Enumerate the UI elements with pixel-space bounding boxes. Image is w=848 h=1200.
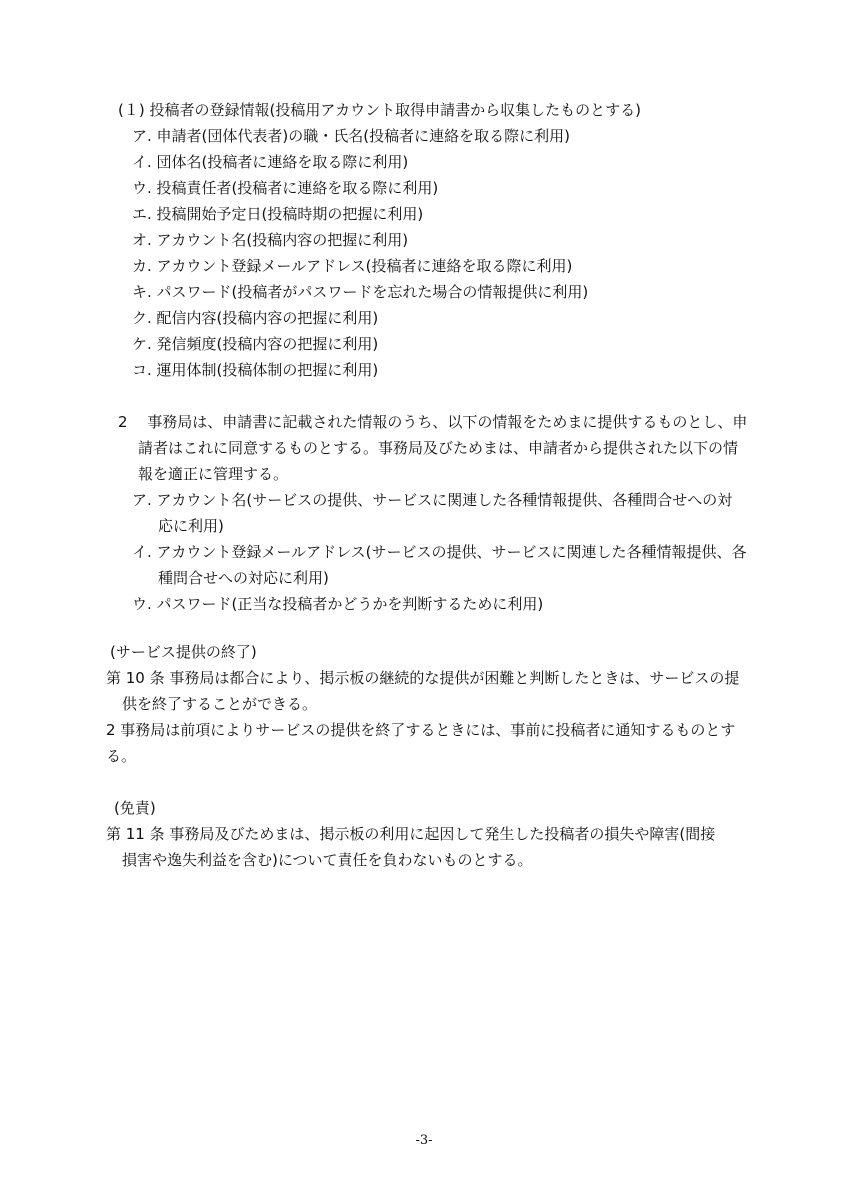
article-heading: (免責) bbox=[114, 799, 156, 817]
list-item: ア. アカウント名(サービスの提供、サービスに関連した各種情報提供、各種問合せへの対 bbox=[132, 491, 733, 509]
list-item: ク. 配信内容(投稿内容の把握に利用) bbox=[132, 309, 379, 327]
article-line: 2 事務局は前項によりサービスの提供を終了するときには、事前に投稿者に通知するものとす bbox=[106, 721, 736, 739]
list-item-continuation: 種問合せへの対応に利用) bbox=[158, 569, 329, 587]
list-item: コ. 運用体制(投稿体制の把握に利用) bbox=[132, 361, 379, 379]
article-line: 損害や逸失利益を含む)について責任を負わないものとする。 bbox=[122, 851, 533, 869]
list-item: エ. 投稿開始予定日(投稿時期の把握に利用) bbox=[132, 205, 424, 223]
article-line: 第 10 条 事務局は都合により、掲示板の継続的な提供が困難と判断したときは、サービスの提 bbox=[106, 669, 740, 687]
list-item: カ. アカウント登録メールアドレス(投稿者に連絡を取る際に利用) bbox=[132, 257, 573, 275]
list-item: ウ. 投稿責任者(投稿者に連絡を取る際に利用) bbox=[132, 179, 439, 197]
paragraph-line: 報を適正に管理する。 bbox=[138, 465, 289, 483]
article-line: る。 bbox=[106, 747, 137, 765]
article-line: 供を終了することができる。 bbox=[122, 695, 318, 713]
list-item: ウ. パスワード(正当な投稿者かどうかを判断するために利用) bbox=[132, 595, 544, 613]
paragraph-line: 請者はこれに同意するものとする。事務局及びためまは、申請者から提供された以下の情 bbox=[138, 439, 739, 457]
list-item: ケ. 発信頻度(投稿内容の把握に利用) bbox=[132, 335, 379, 353]
article-line: 第 11 条 事務局及びためまは、掲示板の利用に起因して発生した投稿者の損失や障害(間接 bbox=[106, 825, 716, 843]
page-number: -3- bbox=[415, 1133, 433, 1148]
paragraph-line: 2 事務局は、申請書に記載された情報のうち、以下の情報をためまに提供するものとし、申 bbox=[118, 413, 748, 431]
list-item: イ. アカウント登録メールアドレス(サービスの提供、サービスに関連した各種情報提供、各 bbox=[132, 543, 747, 561]
list-item: キ. パスワード(投稿者がパスワードを忘れた場合の情報提供に利用) bbox=[132, 283, 589, 301]
article-heading: (サービス提供の終了) bbox=[110, 643, 257, 661]
list-item: イ. 団体名(投稿者に連絡を取る際に利用) bbox=[132, 153, 409, 171]
list-item: ア. 申請者(団体代表者)の職・氏名(投稿者に連絡を取る際に利用) bbox=[132, 127, 570, 145]
list-item: オ. アカウント名(投稿内容の把握に利用) bbox=[132, 231, 409, 249]
list-item-continuation: 応に利用) bbox=[158, 517, 224, 535]
section-heading: (１) 投稿者の登録情報(投稿用アカウント取得申請書から収集したものとする) bbox=[118, 101, 642, 119]
